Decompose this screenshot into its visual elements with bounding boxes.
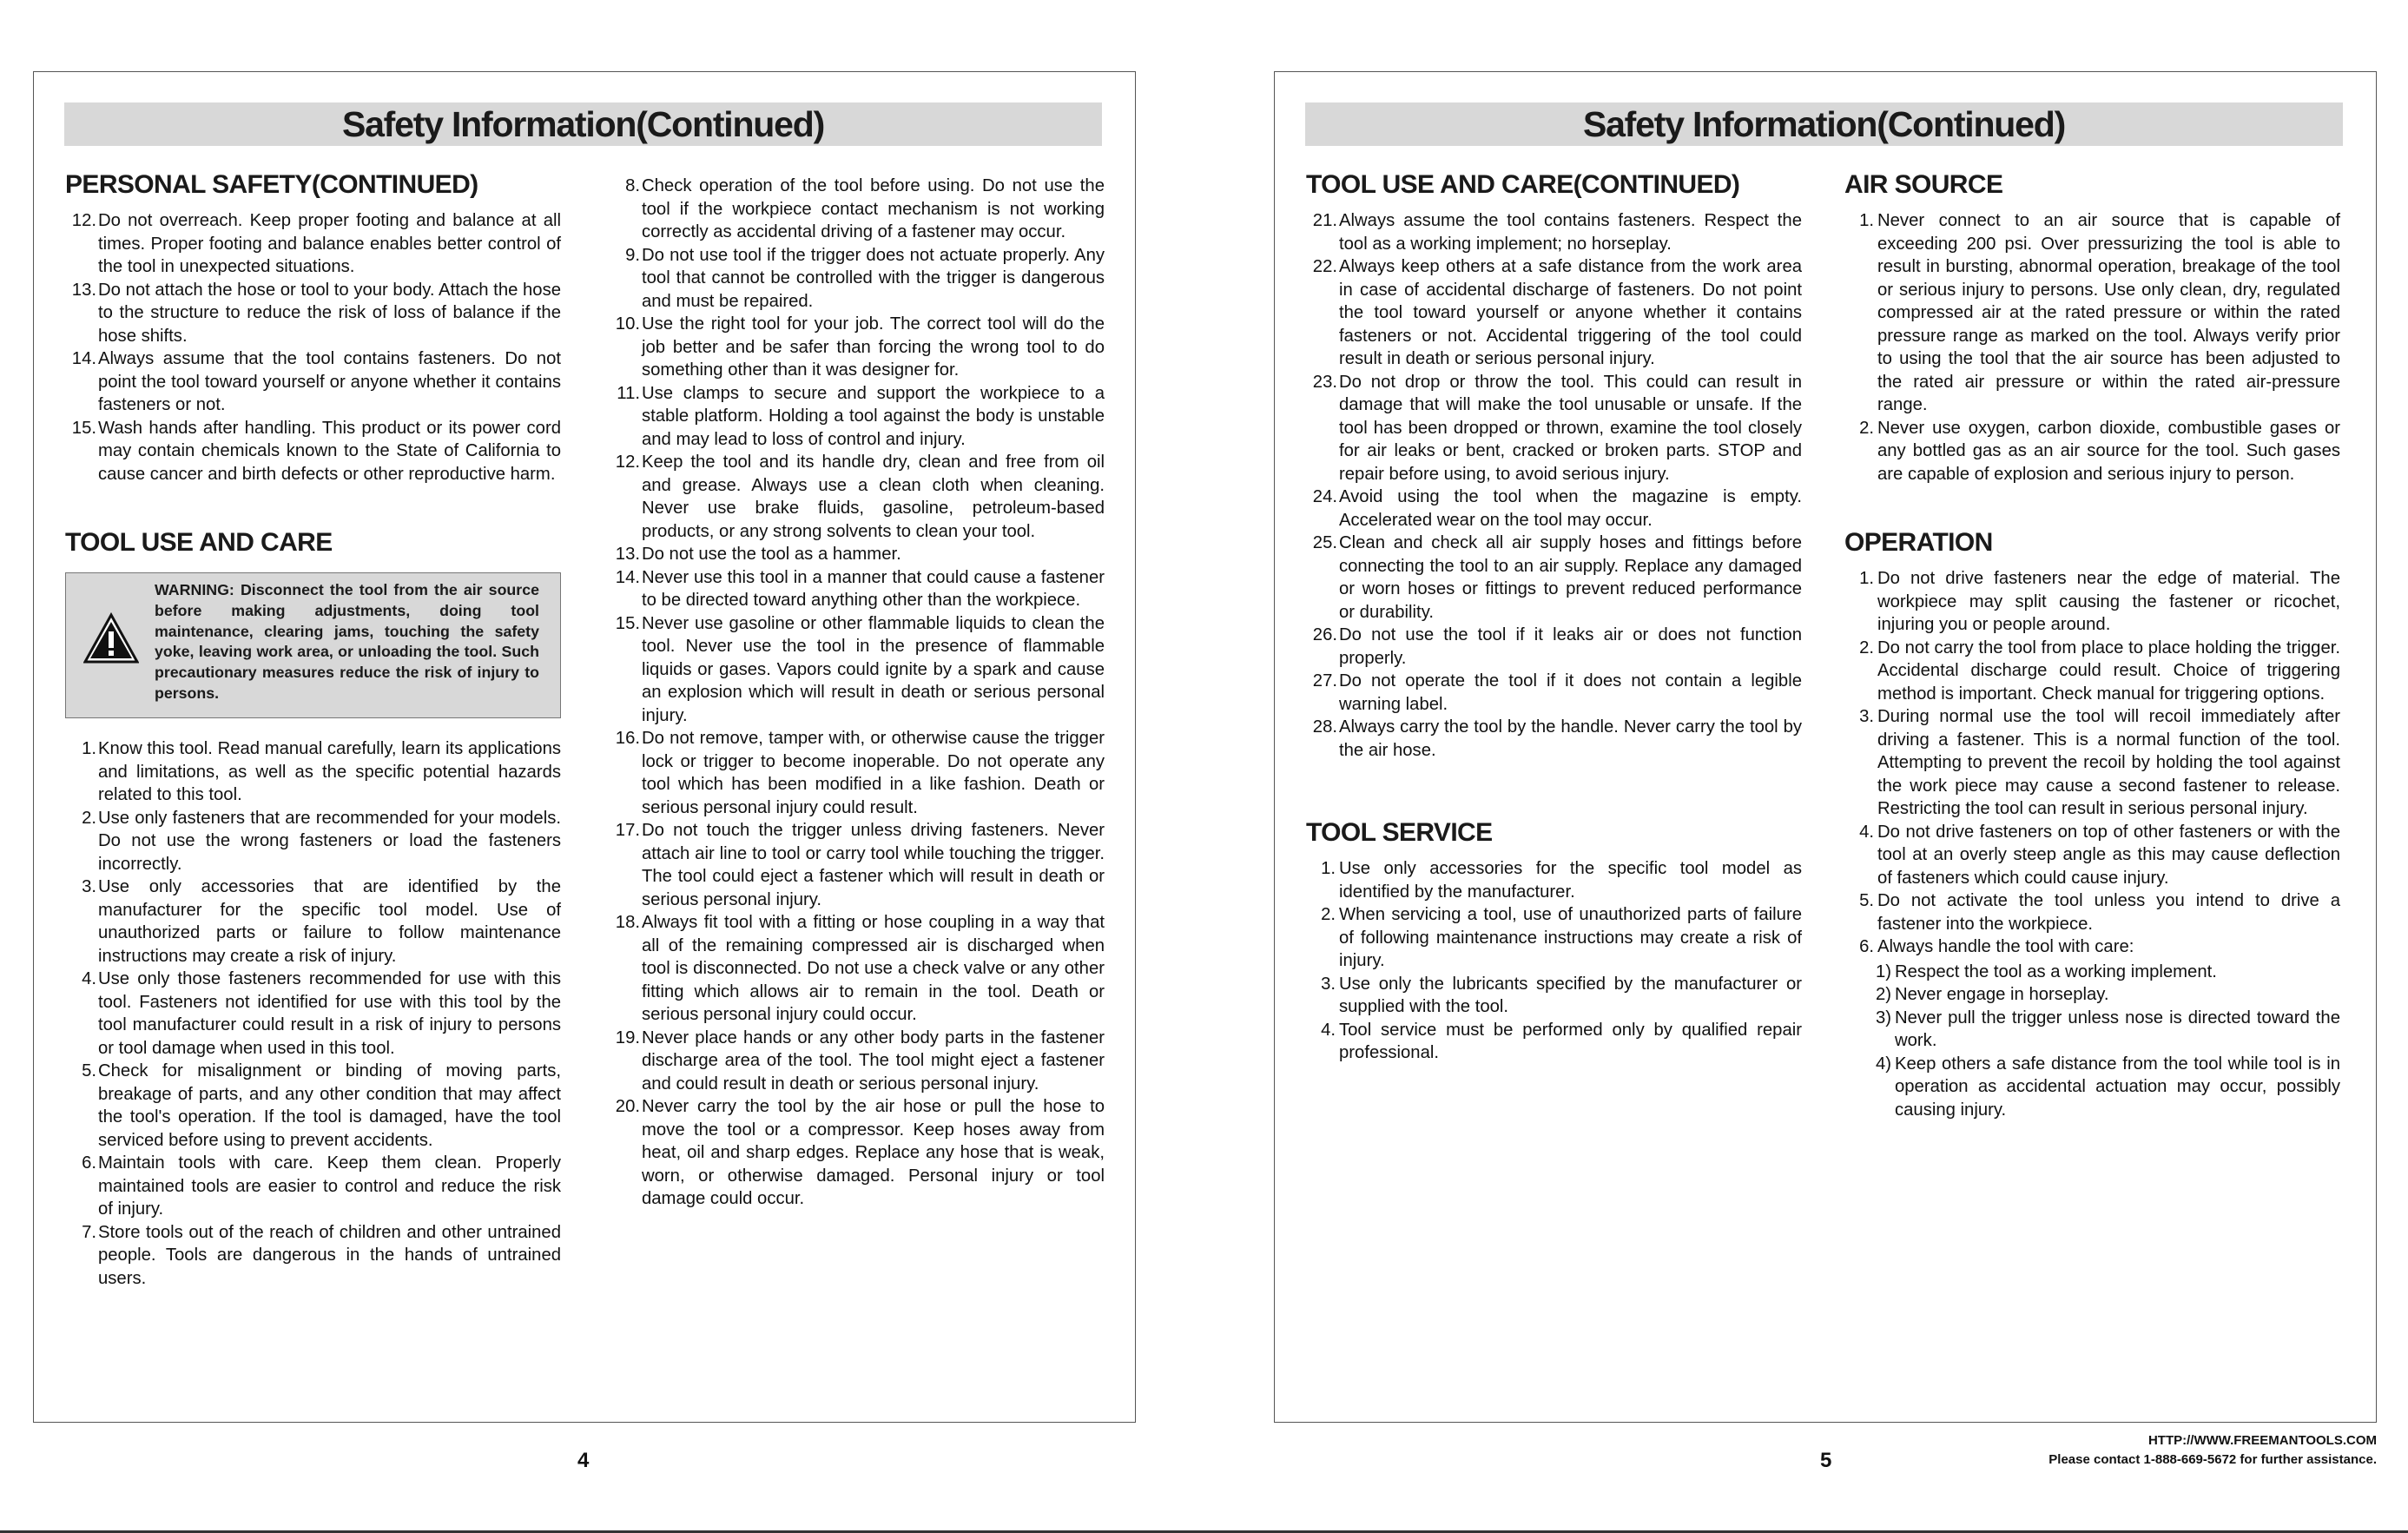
item-text: Keep others a safe distance from the tool while tool is in operation as accidental actuation may occur, possibly causing injury.	[1895, 1054, 2340, 1120]
page-number-4: 4	[577, 1449, 590, 1472]
list-item	[65, 968, 561, 1060]
item-text: Maintain tools with care. Keep them clean. Properly maintained tools are easier to control and reduce the risk of injury.	[98, 1153, 561, 1219]
item-text: Store tools out of the reach of children and other untrained people. Tools are dangerous in the hands of untrained users.	[98, 1222, 561, 1288]
item-text: Always assume that the tool contains fasteners. Do not point the tool toward yourself or anyone whether it contains fasteners or not.	[98, 349, 561, 414]
list-item	[1306, 903, 1802, 973]
item-number: 2.	[1859, 638, 1874, 657]
list-item	[65, 737, 561, 807]
footer-contact: Please contact 1-888-669-5672 for further assistance.	[2048, 1452, 2377, 1467]
section-heading-tool-use: TOOL USE AND CARE	[65, 528, 333, 557]
item-text: Check for misalignment or binding of moving parts, breakage of parts, and any other condition that may affect the tool's operation. If the tool is damaged, have the tool serviced before using to prevent accidents.	[98, 1061, 561, 1150]
list-item	[1306, 486, 1802, 532]
item-text: Use only fasteners that are recommended for your models. Do not use the wrong fasteners or load the fasteners incorrectly.	[98, 808, 561, 874]
item-text: Never connect to an air source that is capable of exceeding 200 psi. Over pressurizing the tool is able to result in bursting, abnormal operation, breakage of the tool or serious injury to persons. Use only clean, dry, regulated compressed air at the rated pressure or within the rated pressure range as marked on the tool. Always verify prior to using the tool that the air source has been adjusted to the rated air pressure or within the rated air-pressure range.	[1877, 211, 2340, 414]
item-text: Never place hands or any other body parts in the fastener discharge area of the tool. The tool might eject a fastener and could result in death or serious personal injury.	[642, 1028, 1105, 1094]
item-number: 12.	[71, 211, 96, 230]
list-item	[609, 727, 1105, 819]
page-title: Safety Information(Continued)	[1305, 102, 2343, 146]
item-text: Always fit tool with a fitting or hose coupling in a way that all of the remaining compressed air is discharged when tool is disconnected. Do not use a check valve or any other fitting which allows air to remain in the tool. Death or serious personal injury could occur.	[642, 913, 1105, 1024]
list-item	[1844, 1007, 2340, 1053]
item-number: 3.	[1321, 974, 1336, 994]
list-item	[1844, 889, 2340, 935]
item-text: Use the right tool for your job. The correct tool will do the job better and be safer than forcing the wrong tool to do something other than it was designer for.	[642, 314, 1105, 380]
item-number: 21.	[1312, 211, 1337, 230]
item-text: Never use gasoline or other flammable liquids to clean the tool. Never use the tool in the presence of flammable liquids or gases. Vapors could ignite by a spark and cause an explosion which will result in death or serious personal injury.	[642, 613, 1105, 725]
list-item	[65, 1060, 561, 1152]
item-text: During normal use the tool will recoil immediately after driving a fastener. This is a normal function of the tool. Attempting to prevent the recoil by holding the tool against the work piece may cause a second fastener to release. Restricting the tool can result in serious personal injury.	[1877, 707, 2340, 818]
item-number: 6.	[1859, 937, 1874, 956]
list-item	[1306, 624, 1802, 670]
item-text: Do not touch the trigger unless driving fasteners. Never attach air line to tool or carry tool while touching the trigger. The tool could eject a fastener which will result in death or serious personal injury.	[642, 821, 1105, 909]
item-number: 10.	[615, 314, 640, 334]
item-text: When servicing a tool, use of unauthorized parts of failure of following maintenance instructions may create a risk of injury.	[1339, 905, 1802, 970]
list-item	[1844, 567, 2340, 637]
air-source-list	[1844, 209, 2340, 486]
item-text: Clean and check all air supply hoses and fittings before connecting the tool to an air supply. Replace any damaged or worn hoses or fittings to prevent reduced performance or durability.	[1339, 533, 1802, 622]
list-item	[609, 244, 1105, 314]
list-item	[609, 175, 1105, 244]
item-number: 2)	[1875, 985, 1891, 1004]
item-number: 5.	[82, 1061, 96, 1080]
item-number: 7.	[82, 1222, 96, 1242]
warning-triangle-icon	[83, 612, 139, 664]
list-item	[1306, 209, 1802, 255]
item-text: Avoid using the tool when the magazine is empty. Accelerated wear on the tool may occur.	[1339, 487, 1802, 530]
item-text: Do not drop or throw the tool. This could can result in damage that will make the tool unusable or unsafe. If the tool has been dropped or thrown, examine the tool closely for air leaks or bent, cracked or broken parts. STOP and repair before using, to avoid serious injury.	[1339, 372, 1802, 484]
tool-use-list-continued	[609, 175, 1105, 1211]
list-item	[1844, 983, 2340, 1007]
list-item	[1306, 857, 1802, 903]
item-number: 15.	[71, 418, 96, 438]
item-number: 16.	[615, 729, 640, 748]
item-number: 3.	[82, 877, 96, 896]
item-number: 23.	[1312, 372, 1337, 392]
list-item	[1306, 716, 1802, 762]
item-number: 26.	[1312, 625, 1337, 644]
item-number: 4.	[1859, 822, 1874, 842]
item-number: 13.	[615, 545, 640, 564]
item-text: Do not use tool if the trigger does not actuate properly. Any tool that cannot be controlled with the trigger is dangerous and must be repaired.	[642, 245, 1105, 311]
item-number: 22.	[1312, 257, 1337, 276]
list-item	[609, 612, 1105, 728]
item-text: Always assume the tool contains fasteners. Respect the tool as a working implement; no horseplay.	[1339, 211, 1802, 254]
section-heading-tool-use-cont: TOOL USE AND CARE(CONTINUED)	[1306, 170, 1740, 199]
item-text: Do not remove, tamper with, or otherwise cause the trigger lock or trigger to become inoperable. Do not operate any tool which has been modified in a like fashion. Death or serious personal injury could result.	[642, 729, 1105, 817]
list-item	[65, 417, 561, 486]
list-item	[609, 313, 1105, 382]
warning-text: WARNING: Disconnect the tool from the air source before making adjustments, doing tool maintenance, clearing jams, touching the safety yoke, leaving work area, or unloading the tool. Such precautionary measures reduce the risk of injury to persons.	[155, 581, 539, 702]
section-heading-air-source: AIR SOURCE	[1844, 170, 2003, 199]
list-item	[65, 347, 561, 417]
item-number: 11.	[617, 383, 640, 403]
list-item	[65, 807, 561, 876]
item-number: 9.	[625, 245, 640, 265]
tool-use-cont-list	[1306, 209, 1802, 762]
item-number: 6.	[82, 1153, 96, 1173]
tool-service-list	[1306, 857, 1802, 1065]
personal-safety-list	[65, 209, 561, 486]
item-text: Never use oxygen, carbon dioxide, combustible gases or any bottled gas as an air source for the tool. Such gases are capable of explosion and serious injury to person.	[1877, 418, 2340, 484]
item-text: Use clamps to secure and support the workpiece to a stable platform. Holding a tool against the body is unstable and may lead to loss of control and injury.	[642, 383, 1105, 449]
list-item	[1844, 961, 2340, 984]
list-item	[1306, 973, 1802, 1019]
footer-url[interactable]: HTTP://WWW.FREEMANTOOLS.COM	[2147, 1433, 2377, 1448]
item-text: Never engage in horseplay.	[1895, 985, 2109, 1004]
item-text: Use only the lubricants specified by the manufacturer or supplied with the tool.	[1339, 974, 1802, 1016]
item-number: 2.	[82, 808, 96, 828]
item-number: 13.	[71, 280, 96, 300]
item-number: 1.	[1859, 211, 1874, 230]
item-number: 1)	[1875, 961, 1891, 981]
operation-list	[1844, 567, 2340, 959]
item-text: Never pull the trigger unless nose is directed toward the work.	[1895, 1008, 2340, 1050]
item-text: Do not use the tool if it leaks air or does not function properly.	[1339, 625, 1802, 668]
list-item	[1844, 821, 2340, 890]
item-text: Never carry the tool by the air hose or pull the hose to move the tool or a compressor. Keep hoses away from heat, oil and sharp edges. Replace any hose that is weak, worn, or otherwise damaged. Personal injury or tool damage could occur.	[642, 1097, 1105, 1208]
item-number: 20.	[615, 1097, 640, 1116]
page-title: Safety Information(Continued)	[64, 102, 1102, 146]
item-text: Never use this tool in a manner that could cause a fastener to be directed toward anything other than the workpiece.	[642, 567, 1105, 610]
list-item	[1306, 670, 1802, 716]
item-text: Use only accessories that are identified by the manufacturer for the specific tool model. Use of unauthorized parts or failure to follow maintenance instructions may create a risk of injury.	[98, 877, 561, 966]
item-number: 4)	[1875, 1054, 1891, 1074]
list-item	[1844, 417, 2340, 486]
page-4	[33, 71, 1136, 1423]
list-item	[1844, 209, 2340, 417]
list-item	[65, 279, 561, 348]
item-text: Respect the tool as a working implement.	[1895, 961, 2217, 981]
item-number: 1.	[1859, 569, 1874, 588]
list-item	[609, 1095, 1105, 1211]
item-text: Do not overreach. Keep proper footing and balance at all times. Proper footing and balance enables better control of the tool in unexpected situations.	[98, 211, 561, 276]
list-item	[65, 1221, 561, 1291]
item-number: 19.	[615, 1028, 640, 1047]
list-item	[609, 543, 1105, 566]
item-number: 2.	[1859, 418, 1874, 438]
right-column-2	[1844, 168, 2340, 1121]
list-item	[609, 382, 1105, 452]
item-number: 14.	[615, 567, 640, 587]
item-number: 8.	[625, 176, 640, 195]
section-heading-operation: OPERATION	[1844, 528, 1993, 557]
item-text: Use only those fasteners recommended for use with this tool. Fasteners not identified for use with this tool by the tool manufacturer could result in a risk of injury to persons or tool damage when used in this tool.	[98, 969, 561, 1058]
item-number: 4.	[1321, 1020, 1336, 1040]
item-number: 2.	[1321, 905, 1336, 924]
item-number: 4.	[82, 969, 96, 988]
item-number: 5.	[1859, 891, 1874, 910]
item-number: 12.	[615, 453, 640, 472]
left-column-2	[609, 175, 1105, 1211]
item-text: Check operation of the tool before using. Do not use the tool if the workpiece contact mechanism is not working correctly as accidental driving of a fastener may occur.	[642, 176, 1105, 241]
page-5	[1274, 71, 2377, 1423]
item-text: Do not drive fasteners on top of other fasteners or with the tool at an overly steep angle as this may cause deflection of fasteners which could cause injury.	[1877, 822, 2340, 888]
item-text: Do not drive fasteners near the edge of material. The workpiece may split causing the fastener or ricochet, injuring you or people around.	[1877, 569, 2340, 634]
list-item	[609, 1027, 1105, 1096]
list-item	[609, 451, 1105, 543]
item-text: Always carry the tool by the handle. Never carry the tool by the air hose.	[1339, 717, 1802, 760]
page-number-5: 5	[1820, 1449, 1832, 1472]
item-number: 1.	[82, 739, 96, 758]
list-item	[609, 566, 1105, 612]
item-text: Know this tool. Read manual carefully, learn its applications and limitations, as well as the specific potential hazards related to this tool.	[98, 739, 561, 804]
list-item	[1306, 371, 1802, 486]
item-number: 28.	[1312, 717, 1337, 737]
list-item	[65, 1152, 561, 1221]
operation-sublist	[1844, 961, 2340, 1122]
item-number: 24.	[1312, 487, 1337, 506]
left-column-1	[65, 168, 561, 1290]
item-text: Do not attach the hose or tool to your body. Attach the hose to the structure to reduce the risk of loss of balance if the hose shifts.	[98, 280, 561, 346]
item-number: 3)	[1875, 1008, 1891, 1028]
item-number: 18.	[615, 913, 640, 932]
item-text: Always handle the tool with care:	[1877, 937, 2134, 956]
item-number: 14.	[71, 349, 96, 368]
list-item	[1844, 705, 2340, 821]
item-number: 3.	[1859, 707, 1874, 726]
section-heading-personal-safety: PERSONAL SAFETY(CONTINUED)	[65, 170, 478, 199]
item-text: Do not operate the tool if it does not contain a legible warning label.	[1339, 671, 1802, 714]
item-text: Always keep others at a safe distance from the work area in case of accidental discharge of fasteners. Do not point the tool toward yourself or anyone whether it contains fasteners or not. Accidental triggering of the tool could result in death or serious personal injury.	[1339, 257, 1802, 368]
list-item	[609, 911, 1105, 1027]
item-text: Do not carry the tool from place to place holding the trigger. Accidental discharge could result. Choice of triggering method is important. Check manual for triggering options.	[1877, 638, 2340, 704]
list-item	[1844, 935, 2340, 959]
list-item	[1844, 637, 2340, 706]
list-item	[1306, 532, 1802, 624]
item-text: Tool service must be performed only by qualified repair professional.	[1339, 1020, 1802, 1062]
item-number: 25.	[1312, 533, 1337, 552]
item-number: 15.	[615, 613, 640, 633]
list-item	[65, 209, 561, 279]
item-number: 17.	[615, 821, 640, 840]
list-item	[1844, 1053, 2340, 1122]
warning-box	[65, 572, 561, 718]
item-text: Use only accessories for the specific tool model as identified by the manufacturer.	[1339, 859, 1802, 902]
section-heading-tool-service: TOOL SERVICE	[1306, 818, 1493, 847]
item-text: Wash hands after handling. This product or its power cord may contain chemicals known to the State of California to cause cancer and birth defects or other reproductive harm.	[98, 418, 561, 484]
item-text: Do not activate the tool unless you intend to drive a fastener into the workpiece.	[1877, 891, 2340, 934]
list-item	[1306, 255, 1802, 371]
item-text: Keep the tool and its handle dry, clean and free from oil and grease. Always use a clean cloth when cleaning. Never use brake fluids, gasoline, petroleum-based products, or any strong solvents to clean your tool.	[642, 453, 1105, 541]
list-item	[65, 876, 561, 968]
right-column-1	[1306, 168, 1802, 1065]
item-number: 27.	[1312, 671, 1337, 691]
item-text: Do not use the tool as a hammer.	[642, 545, 901, 564]
list-item	[1306, 1019, 1802, 1065]
tool-use-list	[65, 737, 561, 1290]
list-item	[609, 819, 1105, 911]
item-number: 1.	[1321, 859, 1336, 878]
